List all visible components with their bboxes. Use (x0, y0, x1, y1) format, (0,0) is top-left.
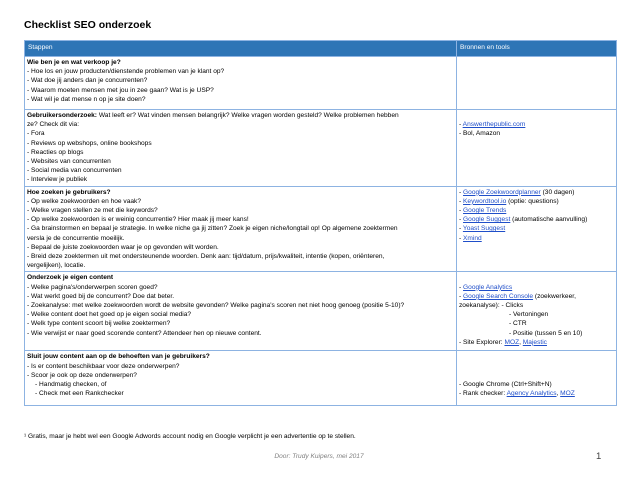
list-item: vergelijken), locatie. (27, 262, 86, 270)
source-item: - Positie (tussen 5 en 10) (509, 329, 583, 337)
source-item: - Vertoningen (509, 311, 549, 319)
footer-author: Door: Trudy Kuipers, mei 2017 (274, 453, 364, 460)
list-item: - Reviews op webshops, online bookshops (27, 139, 152, 147)
list-item: - Reacties op blogs (27, 148, 84, 156)
list-item: - Welke vragen stellen ze met die keywords? (27, 207, 158, 215)
row-steps-cell (25, 110, 457, 187)
list-item: - Check met een Rankchecker (35, 390, 124, 398)
row-steps-cell (25, 186, 457, 272)
row-intro (27, 111, 454, 120)
list-item: - Social media van concurrenten (27, 167, 122, 175)
list-item: - Fora (27, 130, 45, 138)
row-heading: Hoe zoeken je gebruikers? (27, 188, 111, 196)
list-item: - Handmatig checken, of (35, 381, 107, 389)
row-steps-cell (25, 57, 457, 110)
source-item: zoekanalyse): - Clicks (459, 302, 524, 310)
source-item: - Answerthepublic.com (459, 121, 526, 129)
list-item: versla je de concurrentie moeilijk. (27, 234, 125, 242)
source-item: - Google Search Console (zoekwerkeer, (459, 292, 576, 300)
google-zoekwoordplanner-link[interactable]: Google Zoekwoordplanner (463, 188, 541, 196)
header-steps: Stappen (25, 41, 457, 57)
xmind-link[interactable]: Xmind (463, 234, 482, 242)
list-item: - Wie verwijst er naar goed scorende content? Attendeer hen op nieuwe content. (27, 329, 262, 337)
document-title: Checklist SEO onderzoek (24, 19, 152, 31)
source-item: - Yoast Suggest (459, 225, 506, 233)
list-item: - Scoor je ook op deze onderwerpen? (27, 371, 137, 379)
list-item: - Waarom moeten mensen met jou in zee gaan? Wat is je USP? (27, 86, 214, 94)
answerthepublic-link[interactable]: Answerthepublic.com (462, 121, 526, 129)
header-sources: Bronnen en tools (457, 41, 617, 57)
list-item: - Welk type content scoort bij welke zoektermen? (27, 320, 171, 328)
moz-link[interactable]: MOZ (504, 338, 520, 346)
row-sources-cell (457, 186, 617, 272)
row-sources-cell (457, 57, 617, 110)
row-heading: Onderzoek je eigen content (27, 274, 114, 282)
row-sources-cell (457, 110, 617, 187)
agency-analytics-link[interactable]: Agency Analytics (506, 390, 557, 398)
source-item: - Xmind (459, 234, 482, 242)
row-intro-text: Wat leeft er? Wat vinden mensen belangrijk? Welke vragen worden gesteld? Welke problemen hebben (97, 112, 399, 119)
list-item: - Bepaal de juiste zoekwoorden waar je op gevonden wilt worden. (27, 243, 219, 251)
source-item: - Bol, Amazon (459, 130, 501, 138)
source-item: - Rank checker: Agency Analytics, MOZ (459, 390, 575, 398)
source-item: - Google Suggest (automatische aanvulling) (459, 216, 588, 224)
row-heading: Sluit jouw content aan op de behoeften van je gebruikers? (27, 353, 210, 361)
list-item: - Breid deze zoektermen uit met ondersteunende woorden. Denk aan: tijd/datum, prijs/kwaliteit, intentie (kopen, oriënteren, (27, 253, 385, 261)
list-item: - Hoe los en jouw producten/dienstende problemen van je klant op? (27, 68, 225, 76)
list-item: - Is er content beschikbaar voor deze onderwerpen? (27, 362, 180, 370)
table-row (25, 186, 617, 272)
row-heading: Gebruikersonderzoek: (27, 112, 97, 119)
table-row (25, 272, 617, 351)
moz-link[interactable]: MOZ (560, 390, 575, 398)
google-analytics-link[interactable]: Google Analytics (463, 283, 513, 291)
list-item: - Ga brainstormen en bepaal je strategie. In welke niche ga jij zitten? Zoek je eigen niche/longtail op! Op algemene zoektermen (27, 225, 398, 233)
table-row (25, 57, 617, 110)
source-item: - Google Trends (459, 207, 507, 215)
table-row (25, 110, 617, 187)
keywordtool-link[interactable]: Keywordtool.io (463, 197, 507, 205)
list-item: - Zoekanalyse: met welke zoekwoorden wordt de website gevonden? Welke pagina's scoren net niet hoog genoeg (positie 5-10)? (27, 302, 405, 310)
list-item: - Wat doe jij anders dan je concurrenten? (27, 77, 148, 85)
list-item: - Websites van concurrenten (27, 158, 111, 166)
yoast-suggest-link[interactable]: Yoast Suggest (462, 225, 506, 233)
source-item: - CTR (509, 320, 527, 328)
google-trends-link[interactable]: Google Trends (463, 207, 507, 215)
page-number: 1 (596, 451, 602, 462)
list-item: - Wat werkt goed bij de concurrent? Doe dat beter. (27, 292, 175, 300)
row-sources-cell (457, 351, 617, 406)
footnote: ¹ Gratis, maar je hebt wel een Google Adwords account nodig en Google verplicht je een advertentie op te stellen. (24, 433, 356, 440)
google-suggest-link[interactable]: Google Suggest (463, 216, 511, 224)
list-item: - Op welke zoekwoorden is er weinig concurrentie? Hier maak jij meer kans! (27, 216, 249, 224)
row-steps-cell (25, 351, 457, 406)
source-item: - Keywordtool.io (optie: questions) (459, 197, 559, 205)
row-heading: Wie ben je en wat verkoop je? (27, 59, 121, 66)
majestic-link[interactable]: Majestic (522, 338, 547, 346)
list-item: - Welke content doet het goed op je eigen social media? (27, 311, 192, 319)
list-item: - Interview je publiek (27, 176, 88, 184)
row-sources-cell (457, 272, 617, 351)
table-header-row (25, 41, 617, 57)
table-row (25, 351, 617, 406)
row-steps-cell (25, 272, 457, 351)
list-item: - Wat wil je dat mense n op je site doen? (27, 95, 146, 103)
checklist-table (24, 40, 617, 406)
source-item: - Site Explorer: MOZ, Majestic (459, 338, 547, 346)
source-item: - Google Analytics (459, 283, 513, 291)
google-search-console-link[interactable]: Google Search Console (463, 292, 534, 300)
list-item: ze? Check dit via: (27, 121, 80, 129)
source-item: - Google Zoekwoordplanner (30 dagen) (459, 188, 575, 196)
list-item: - Welke pagina's/onderwerpen scoren goed? (27, 283, 158, 291)
source-item: - Google Chrome (Ctrl+Shift+N) (459, 381, 552, 389)
list-item: - Op welke zoekwoorden en hoe vaak? (27, 197, 141, 205)
